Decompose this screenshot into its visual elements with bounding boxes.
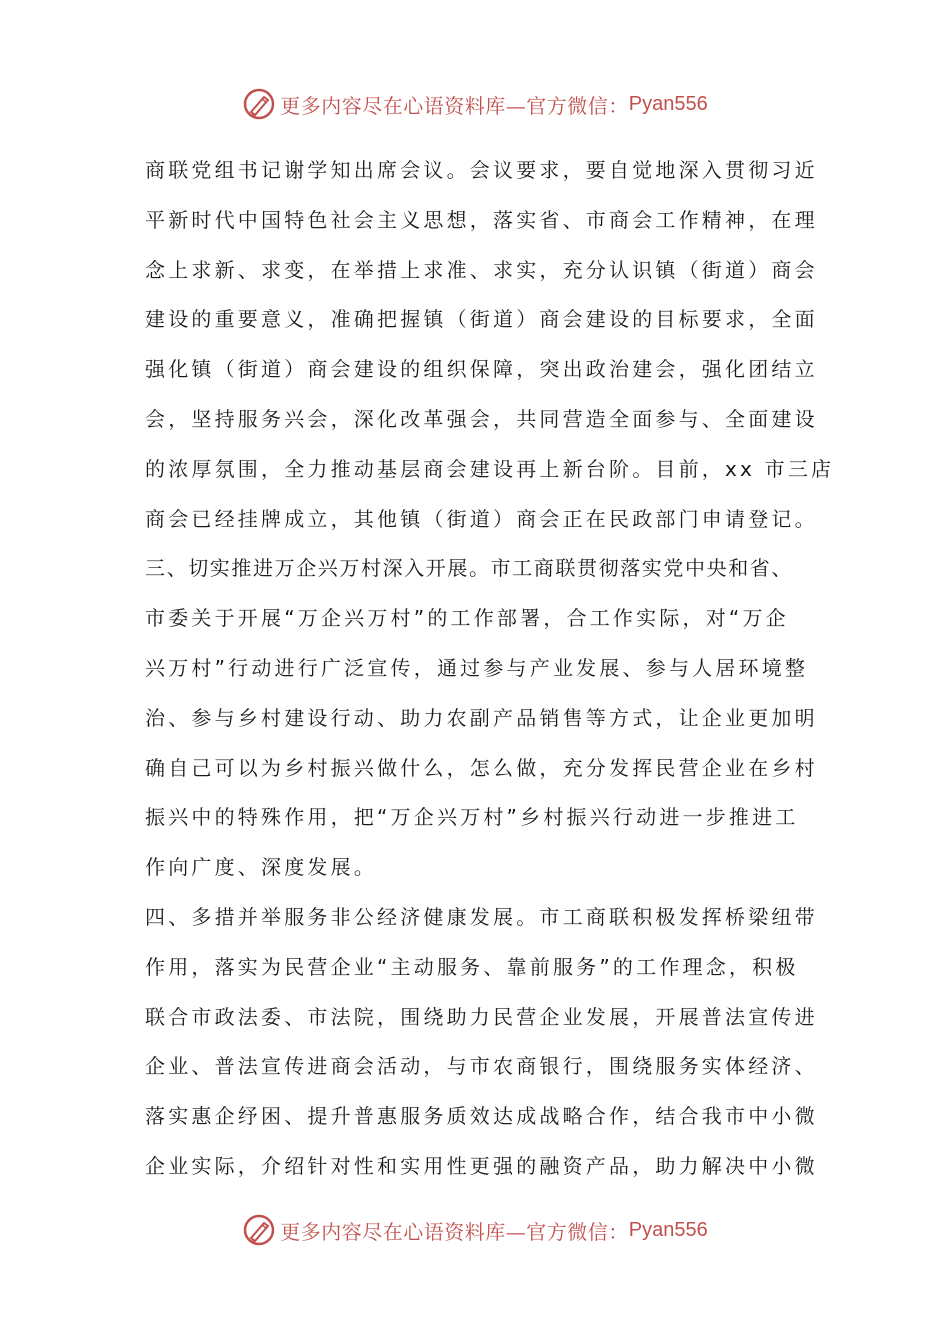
body-line: 联合市政法委、市法院，围绕助力民营企业发展，开展普法宣传进 bbox=[145, 1004, 818, 1029]
body-line: 作用，落实为民营企业“主动服务、靠前服务”的工作理念，积极 bbox=[145, 954, 799, 979]
pen-logo-icon bbox=[242, 87, 276, 121]
body-line: 落实惠企纾困、提升普惠服务质效达成战略合作，结合我市中小微 bbox=[145, 1104, 818, 1129]
header-banner-text: 更多内容尽在心语资料库—官方微信： bbox=[280, 93, 629, 118]
body-line: 企业、普法宣传进商会活动，与市农商银行，围绕服务实体经济、 bbox=[145, 1054, 818, 1079]
footer-banner-text: 更多内容尽在心语资料库—官方微信： bbox=[280, 1219, 629, 1244]
body-line: 平新时代中国特色社会主义思想，落实省、市商会工作精神，在理 bbox=[145, 207, 818, 232]
body-line: 念上求新、求变，在举措上求准、求实，充分认识镇（街道）商会 bbox=[145, 257, 818, 282]
body-line: 确自己可以为乡村振兴做什么，怎么做，充分发挥民营企业在乡村 bbox=[145, 755, 818, 780]
body-line: 振兴中的特殊作用，把“万企兴万村”乡村振兴行动进一步推进工 bbox=[145, 805, 799, 830]
pen-logo-icon bbox=[242, 1213, 276, 1247]
body-line: 商会已经挂牌成立，其他镇（街道）商会正在民政部门申请登记。 bbox=[145, 506, 818, 531]
body-line: 治、参与乡村建设行动、助力农副产品销售等方式，让企业更加明 bbox=[145, 705, 818, 730]
header-banner bbox=[0, 84, 950, 124]
body-line: 商联党组书记谢学知出席会议。会议要求，要自觉地深入贯彻习近 bbox=[145, 158, 818, 182]
body-line: 兴万村”行动进行广泛宣传，通过参与产业发展、参与人居环境整 bbox=[145, 655, 809, 680]
body-line: 会，坚持服务兴会，深化改革强会，共同营造全面参与、全面建设 bbox=[145, 406, 818, 431]
body-line: 的浓厚氛围，全力推动基层商会建设再上新台阶。目前，xx 市三店 bbox=[145, 456, 835, 481]
body-line: 作向广度、深度发展。 bbox=[145, 855, 377, 880]
body-line: 企业实际，介绍针对性和实用性更强的融资产品，助力解决中小微 bbox=[145, 1153, 818, 1178]
body-line: 四、多措并举服务非公经济健康发展。市工商联积极发挥桥梁纽带 bbox=[145, 904, 818, 929]
body-line: 强化镇（街道）商会建设的组织保障，突出政治建会，强化团结立 bbox=[145, 357, 818, 382]
body-line: 建设的重要意义，准确把握镇（街道）商会建设的目标要求，全面 bbox=[145, 307, 818, 332]
footer-wechat-id: Pyan556 bbox=[628, 1218, 708, 1241]
footer-banner bbox=[0, 1210, 950, 1250]
body-line: 三、切实推进万企兴万村深入开展。市工商联贯彻落实党中央和省、 bbox=[145, 556, 793, 581]
body-line: 市委关于开展“万企兴万村”的工作部署，合工作实际，对“万企 bbox=[145, 606, 789, 631]
document-body bbox=[145, 152, 835, 1198]
header-wechat-id: Pyan556 bbox=[628, 92, 708, 115]
